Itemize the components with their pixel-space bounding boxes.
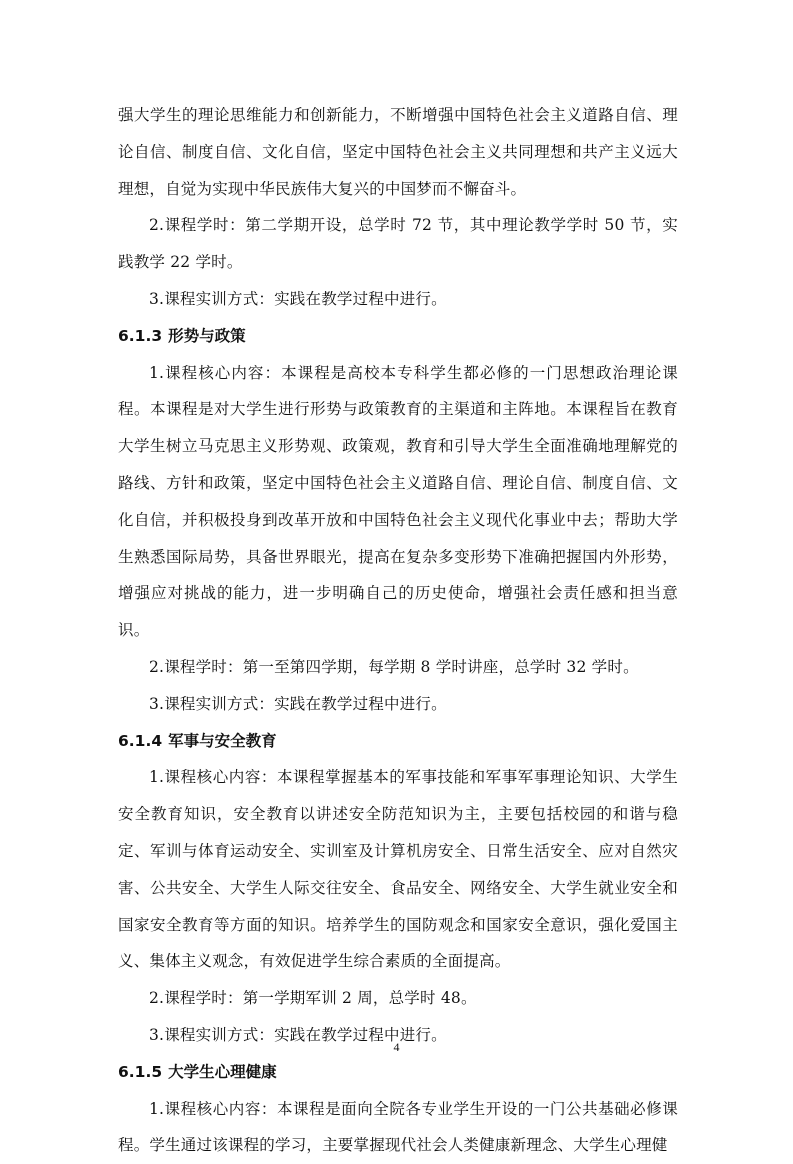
paragraph-7: 1.课程核心内容：本课程掌握基本的军事技能和军事军事理论知识、大学生安全教育知识，安全教育以讲述安全防范知识为主，主要包括校园的和谐与稳定、军训与体育运动安全、实训室及计算机房安全、日常生活安全、应对自然灾害、公共安全、大学生人际交往安全、食品安全、网络安全、大学生就业安全和国家安全教育等方面的知识。培养学生的国防观念和国家安全意识，强化爱国主义、集体主义观念，有效促进学生综合素质的全面提高。	[118, 768, 678, 971]
document-body	[118, 97, 678, 1164]
paragraph-2: 2.课程学时：第二学期开设，总学时 72 节，其中理论教学学时 50 节，实践教学 22 学时。	[118, 216, 678, 272]
section-title: 大学生心理健康	[168, 1062, 277, 1081]
paragraph-4: 1.课程核心内容：本课程是高校本专科学生都必修的一门思想政治理论课程。本课程是对大学生进行形势与政策教育的主渠道和主阵地。本课程旨在教育大学生树立马克思主义形势观、政策观，教育和引导大学生全面准确地理解党的路线、方针和政策，坚定中国特色社会主义道路自信、理论自信、制度自信、文化自信，并积极投身到改革开放和中国特色社会主义现代化事业中去；帮助大学生熟悉国际局势，具备世界眼光，提高在复杂多变形势下准确把握国内外形势，增强应对挑战的能力，进一步明确自己的历史使命，增强社会责任感和担当意识。	[118, 363, 678, 640]
section-number: 6.1.3	[118, 326, 163, 345]
section-title: 形势与政策	[168, 326, 246, 345]
section-number: 6.1.5	[118, 1062, 163, 1081]
section-heading-6-1-5	[118, 1054, 678, 1091]
paragraph-6: 3.课程实训方式：实践在教学过程中进行。	[149, 694, 447, 713]
paragraph-9: 3.课程实训方式：实践在教学过程中进行。	[149, 1025, 447, 1044]
paragraph-1: 强大学生的理论思维能力和创新能力，不断增强中国特色社会主义道路自信、理论自信、制度自信、文化自信，坚定中国特色社会主义共同理想和共产主义远大理想，自觉为实现中华民族伟大复兴的中国梦而不懈奋斗。	[118, 106, 678, 198]
section-heading-6-1-3	[118, 318, 678, 355]
section-heading-6-1-4	[118, 723, 678, 760]
paragraph-5: 2.课程学时：第一至第四学期，每学期 8 学时讲座，总学时 32 学时。	[149, 657, 639, 676]
section-title: 军事与安全教育	[168, 731, 277, 750]
section-number: 6.1.4	[118, 731, 163, 750]
paragraph-3: 3.课程实训方式：实践在教学过程中进行。	[149, 289, 447, 308]
paragraph-10: 1.课程核心内容：本课程是面向全院各专业学生开设的一门公共基础必修课程。学生通过该课程的学习，主要掌握现代社会人类健康新理念、大学生心理健	[118, 1099, 678, 1155]
paragraph-8: 2.课程学时：第一学期军训 2 周，总学时 48。	[149, 989, 477, 1008]
page-number: 4	[393, 1040, 400, 1054]
